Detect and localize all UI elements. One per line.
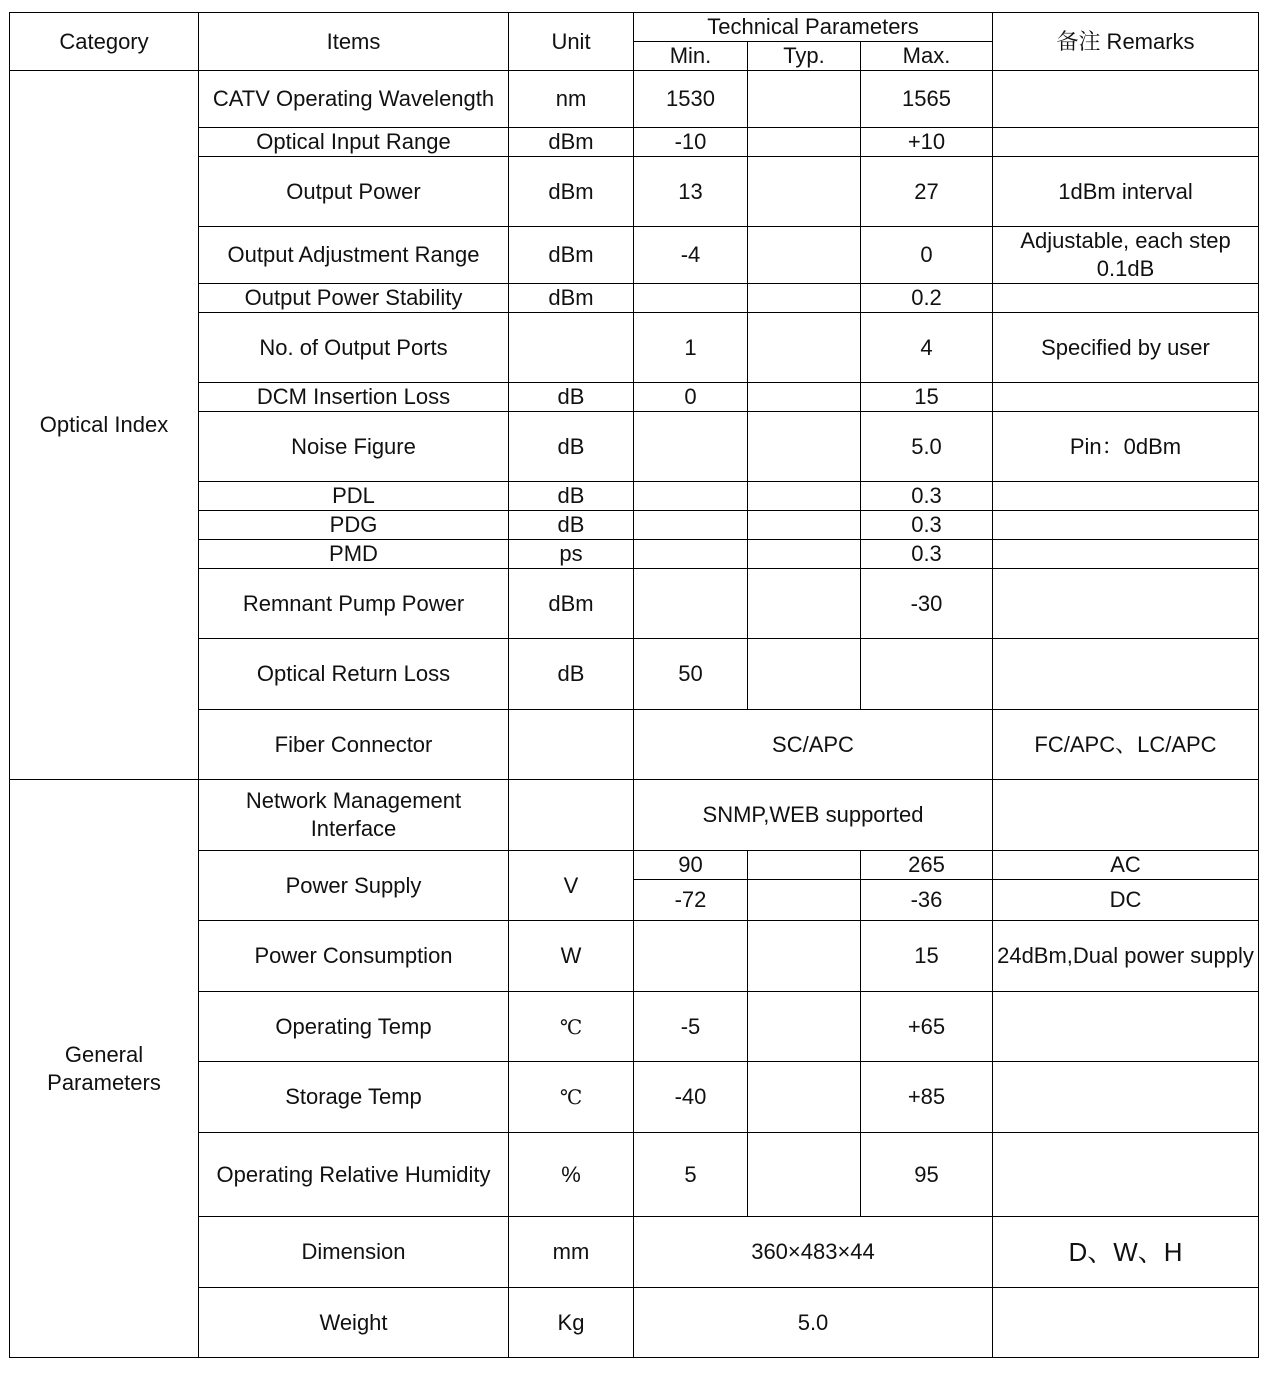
unit-cell — [509, 710, 634, 780]
unit-cell: ℃ — [509, 1062, 634, 1133]
min-cell: -10 — [634, 128, 748, 157]
unit-cell: V — [509, 851, 634, 921]
header-remarks: 备注 Remarks — [993, 13, 1259, 71]
item-cell: Remnant Pump Power — [199, 569, 509, 639]
value-cell: SC/APC — [634, 710, 993, 780]
remark-cell: Specified by user — [993, 313, 1259, 383]
min-cell — [634, 921, 748, 992]
min-cell: 50 — [634, 639, 748, 710]
remark-cell — [993, 511, 1259, 540]
remark-cell — [993, 569, 1259, 639]
typ-cell — [748, 921, 861, 992]
min-cell — [634, 540, 748, 569]
min-cell: -4 — [634, 227, 748, 284]
remark-cell: D、W、H — [993, 1217, 1259, 1288]
max-cell: -36 — [861, 880, 993, 921]
min-cell — [634, 569, 748, 639]
item-cell: Operating Temp — [199, 992, 509, 1062]
typ-cell — [748, 1062, 861, 1133]
max-cell: -30 — [861, 569, 993, 639]
min-cell — [634, 412, 748, 482]
min-cell: -72 — [634, 880, 748, 921]
remark-cell — [993, 383, 1259, 412]
min-cell: 1530 — [634, 71, 748, 128]
header-row — [10, 13, 1259, 42]
typ-cell — [748, 71, 861, 128]
header-category: Category — [10, 13, 199, 71]
unit-cell: W — [509, 921, 634, 992]
remark-cell — [993, 992, 1259, 1062]
item-cell: Storage Temp — [199, 1062, 509, 1133]
min-cell: 13 — [634, 157, 748, 227]
header-typ: Typ. — [748, 42, 861, 71]
min-cell: 0 — [634, 383, 748, 412]
typ-cell — [748, 639, 861, 710]
item-cell: Power Consumption — [199, 921, 509, 992]
max-cell: 4 — [861, 313, 993, 383]
unit-cell: dB — [509, 383, 634, 412]
min-cell — [634, 511, 748, 540]
unit-cell: % — [509, 1133, 634, 1217]
item-cell: PMD — [199, 540, 509, 569]
typ-cell — [748, 383, 861, 412]
remark-cell — [993, 71, 1259, 128]
header-unit: Unit — [509, 13, 634, 71]
max-cell: +85 — [861, 1062, 993, 1133]
min-cell: -40 — [634, 1062, 748, 1133]
table-row — [10, 71, 1259, 128]
item-cell: Fiber Connector — [199, 710, 509, 780]
value-cell: 5.0 — [634, 1288, 993, 1358]
unit-cell: dBm — [509, 128, 634, 157]
item-cell: DCM Insertion Loss — [199, 383, 509, 412]
item-cell: Output Power — [199, 157, 509, 227]
item-cell: Operating Relative Humidity — [199, 1133, 509, 1217]
item-cell: Optical Return Loss — [199, 639, 509, 710]
min-cell — [634, 284, 748, 313]
max-cell: 27 — [861, 157, 993, 227]
typ-cell — [748, 313, 861, 383]
item-cell: CATV Operating Wavelength — [199, 71, 509, 128]
unit-cell: dB — [509, 482, 634, 511]
max-cell: 1565 — [861, 71, 993, 128]
remark-cell: 24dBm,Dual power supply — [993, 921, 1259, 992]
unit-cell: dBm — [509, 284, 634, 313]
remark-cell: AC — [993, 851, 1259, 880]
unit-cell: ps — [509, 540, 634, 569]
item-cell: Dimension — [199, 1217, 509, 1288]
remark-cell: FC/APC、LC/APC — [993, 710, 1259, 780]
max-cell: +10 — [861, 128, 993, 157]
category-general-parameters: General Parameters — [10, 780, 199, 1358]
item-cell: Noise Figure — [199, 412, 509, 482]
remark-cell — [993, 284, 1259, 313]
typ-cell — [748, 511, 861, 540]
remark-cell: Pin：0dBm — [993, 412, 1259, 482]
remark-cell — [993, 1133, 1259, 1217]
typ-cell — [748, 227, 861, 284]
max-cell — [861, 639, 993, 710]
typ-cell — [748, 128, 861, 157]
max-cell: 0 — [861, 227, 993, 284]
value-cell: SNMP,WEB supported — [634, 780, 993, 851]
max-cell: 0.3 — [861, 540, 993, 569]
max-cell: 15 — [861, 383, 993, 412]
unit-cell: Kg — [509, 1288, 634, 1358]
item-cell: Optical Input Range — [199, 128, 509, 157]
max-cell: 5.0 — [861, 412, 993, 482]
typ-cell — [748, 851, 861, 880]
max-cell: 265 — [861, 851, 993, 880]
item-cell: PDL — [199, 482, 509, 511]
typ-cell — [748, 284, 861, 313]
typ-cell — [748, 880, 861, 921]
remark-cell — [993, 1062, 1259, 1133]
table-row — [10, 780, 1259, 851]
min-cell: 5 — [634, 1133, 748, 1217]
min-cell: 90 — [634, 851, 748, 880]
item-cell: PDG — [199, 511, 509, 540]
unit-cell: dBm — [509, 569, 634, 639]
unit-cell — [509, 780, 634, 851]
unit-cell: dB — [509, 412, 634, 482]
unit-cell: dBm — [509, 227, 634, 284]
max-cell: 0.3 — [861, 482, 993, 511]
value-cell: 360×483×44 — [634, 1217, 993, 1288]
remark-cell — [993, 540, 1259, 569]
item-cell: Weight — [199, 1288, 509, 1358]
remark-cell — [993, 639, 1259, 710]
typ-cell — [748, 540, 861, 569]
max-cell: 15 — [861, 921, 993, 992]
unit-cell: dB — [509, 511, 634, 540]
item-cell: Output Adjustment Range — [199, 227, 509, 284]
category-optical-index: Optical Index — [10, 71, 199, 780]
item-cell: Network Management Interface — [199, 780, 509, 851]
remark-cell — [993, 1288, 1259, 1358]
typ-cell — [748, 1133, 861, 1217]
min-cell: 1 — [634, 313, 748, 383]
unit-cell: mm — [509, 1217, 634, 1288]
remark-cell — [993, 780, 1259, 851]
min-cell — [634, 482, 748, 511]
remark-cell: DC — [993, 880, 1259, 921]
remark-cell — [993, 128, 1259, 157]
item-cell: No. of Output Ports — [199, 313, 509, 383]
remark-cell — [993, 482, 1259, 511]
typ-cell — [748, 992, 861, 1062]
unit-cell — [509, 313, 634, 383]
item-cell: Power Supply — [199, 851, 509, 921]
unit-cell: nm — [509, 71, 634, 128]
spec-table — [9, 12, 1259, 1358]
remark-cell: 1dBm interval — [993, 157, 1259, 227]
max-cell: 0.2 — [861, 284, 993, 313]
unit-cell: dB — [509, 639, 634, 710]
header-items: Items — [199, 13, 509, 71]
header-min: Min. — [634, 42, 748, 71]
remark-cell: Adjustable, each step 0.1dB — [993, 227, 1259, 284]
typ-cell — [748, 482, 861, 511]
min-cell: -5 — [634, 992, 748, 1062]
unit-cell: ℃ — [509, 992, 634, 1062]
max-cell: 95 — [861, 1133, 993, 1217]
max-cell: +65 — [861, 992, 993, 1062]
header-max: Max. — [861, 42, 993, 71]
header-technical-parameters: Technical Parameters — [634, 13, 993, 42]
typ-cell — [748, 412, 861, 482]
item-cell: Output Power Stability — [199, 284, 509, 313]
typ-cell — [748, 157, 861, 227]
max-cell: 0.3 — [861, 511, 993, 540]
typ-cell — [748, 569, 861, 639]
unit-cell: dBm — [509, 157, 634, 227]
